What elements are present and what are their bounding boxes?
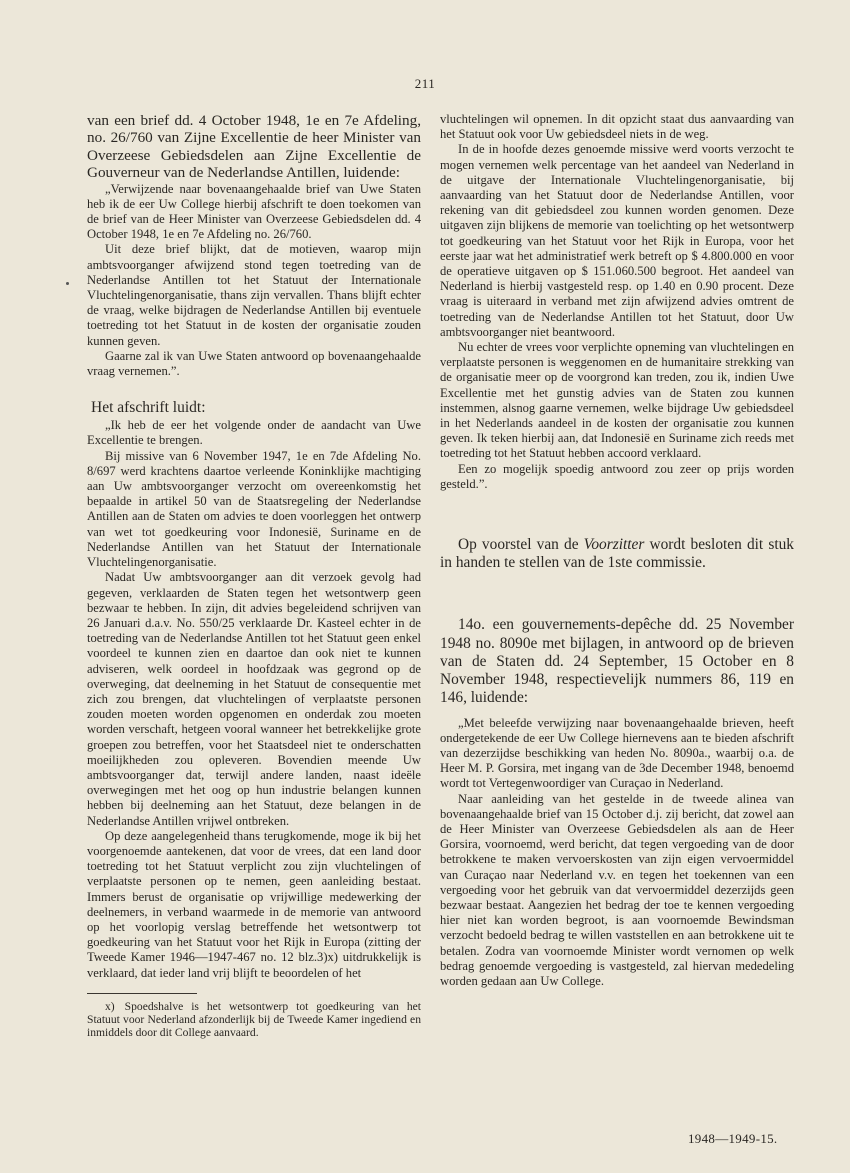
right-column [440,112,794,989]
copy-paragraph-4: Op deze aangelegenheid thans terugkomende, moge ik bij het voorgenoemde aantekenen, dat voor de vrees, dat een land door toetreding tot het Statuut verplicht zou zijn vluchtelingen of verplaatste personen op te nemen, geen aanleiding bestaat. Immers berust de organisatie op vrijwillige medewerking der deelnemers, in verband waarmede in de memorie van antwoord op het voorlopig verslag betreffende het wetsontwerp tot goedkeuring van het Statuut voor het Rijk in Europa (zitting der Tweede Kamer 1946—1947-467 no. 12 blz.3)x) uitdrukkelijk is verklaard, dat ieder land vrij blijft te beoordelen of het [87,828,421,980]
closing-paragraph: Een zo mogelijk spoedig antwoord zou zeer op prijs worden gesteld.”. [440,461,794,491]
footnote-text: Spoedshalve is het wetsontwerp tot goedkeuring van het Statuut voor Nederland afzonderlijk bij de Tweede Kamer ingediend en inmiddels door dit College aanvaard. [87,999,421,1039]
footnote-mark: x) [105,999,115,1013]
depeche-paragraph-2: Naar aanleiding van het gestelde in de tweede alinea van bovenaangehaalde brief van 15 October d.j. zij bericht, dat zowel aan de Heer Minister van Overzeese Gebiedsdelen als aan de Heer Gorsira, voornoemd, werd bericht, dat tegen vergoeding van de door betrokkene te maken vervoerskosten van zijn eigen vervoermiddel van Curaçao naar Nederland v.v. en tegen het toekennen van een vergoeding voor het gebruik van dat vervoermiddel dezerzijds geen bezwaar bestaat. Aangezien het bedrag der toe te kennen vergoeding hier niet kan worden begroot, is aan voornoemde Bewindsman verzocht bedoeld bedrag te willen vaststellen en aan betrokkene uit te betalen. Zodra van voornoemde Minister wordt vernomen op welk bedrag genoemde vergoeding is vastgesteld, zal hiervan mededeling worden gedaan aan Uw College. [440,791,794,988]
missive-paragraph: In de in hoofde dezes genoemde missive werd voorts verzocht te mogen vernemen welk percentage van het aandeel van Nederland in de uitgave der Internationale Vluchtelingenorganisatie, bij aanvaarding van het Statuut door de Nederlandse Antillen, voor rekening van dit gebiedsdeel zou kunnen worden genomen. Deze uitgaven zijn blijkens de memorie van toelichting op het wetsontwerp tot goedkeuring van het Statuut voor het Rijk in Europa, voor het eerste jaar wat het administratief werk betreft op $ 4.800.000 en voor de operatieve uitgaven op $ 151.060.500 begroot. Het aandeel van Nederland is hierbij vastgesteld resp. op 1.40 en 0.90 procent. Deze vraag is uiteraard in verband met zijn afwijzend advies omtrent de toetreding van de Nederlandse Antillen tot het Statuut, door Uw ambtsvoorganger niet beantwoord. [440,142,794,339]
margin-mark [66,282,69,285]
letter-paragraph-3: Gaarne zal ik van Uwe Staten antwoord op bovenaangehaalde vraag vernemen.”. [87,348,421,379]
copy-paragraph-3: Nadat Uw ambtsvoorganger aan dit verzoek gevolg had gegeven, verklaarden de Staten tegen het wetsontwerp geen bezwaar te hebben. In zijn, dit advies begeleidend schrijven van 26 Januari d.a.v. No. 550/25 verklaarde Dr. Kasteel echter in de toetreding van de Nederlandse Antillen tot het Statuut geen enkel voordeel te kunnen zien en daartoe dan ook niet te kunnen adviseren, welk oordeel in hoofdzaak was gegrond op de overweging, dat deelneming in het Statuut de consequentie met zich zou brengen, dat vluchtelingen of verplaatste personen zouden moeten worden opgenomen en onderdak zou moeten worden verschaft, hetgeen vooral wanneer het betrekkelijke grote groepen zou betreffen, voor het Staatsdeel niet te onderschatten moeilijkheden zou opleveren. Bovendien meende Uw ambtsvoorganger dat, terwijl andere landen, naast ideële overwegingen met het oog op hun industrie belangen kunnen hebben bij deelneming aan het Statuut, deze belangen in de Nederlandse Antillen vrijwel ontbreken. [87,570,421,828]
letter-paragraph-1: „Verwijzende naar bovenaangehaalde brief van Uwe Staten heb ik de eer Uw College hierbij afschrift te doen toekomen van de brief van de Heer Minister van Overzeese Gebiedsdelen dd. 4 October 1948, 1e en 7e Afdeling no. 26/760. [87,181,421,242]
left-column [87,112,421,1039]
request-paragraph: Nu echter de vrees voor verplichte opneming van vluchtelingen en verplaatste personen is weggenomen en de humanitaire strekking van de organisatie meer op de voorgrond kan treden, zou ik, indien Uwe Excellentie met het gunstig advies van de Staten zou kunnen instemmen, alsnog gaarne vernemen, welke bijdrage Uw gebiedsdeel in het Nederlands aandeel in de kosten der organisatie zou kunnen geven. Ik teken hierbij aan, dat Indonesië en Suriname zich reeds met toetreding tot het Statuut hebben accoord verklaard. [440,340,794,461]
decision-paragraph [440,536,794,572]
page-number: 211 [414,76,436,91]
decision-text-after: wordt besloten dit stuk in handen te stellen van de 1ste commissie. [440,536,794,572]
copy-paragraph-1: „Ik heb de eer het volgende onder de aandacht van Uwe Excellentie te brengen. [87,418,421,448]
footnote [87,1000,421,1039]
document-footer-id: 1948—1949-15. [688,1131,778,1146]
copy-paragraph-2: Bij missive van 6 November 1947, 1e en 7de Afdeling No. 8/697 werd krachtens daartoe verleende Koninklijke machtiging aan Uw ambtsvoorganger verzocht om overeenkomstig het bepaalde in artikel 50 van de Staatsregeling der Nederlandse Antillen aan de Staten om advies te doen voorleggen het ontwerp van wet tot goedkeuring voor Indonesië, Suriname en de Nederlandse Antillen van het Statuut der Internationale Vluchtelingenorganisatie. [87,448,421,570]
continued-paragraph: vluchtelingen wil opnemen. In dit opzicht staat dus aanvaarding van het Statuut ook voor Uw gebiedsdeel niets in de weg. [440,112,794,142]
letter-paragraph-2: Uit deze brief blijkt, dat de motieven, waarop mijn ambtsvoorganger afwijzend stond tegen toetreding van de Nederlandse Antillen tot het Statuut der Internationale Vluchtelingenorganisatie, thans zijn vervallen. Thans blijft echter de vraag, welke bijdragen de Nederlandse Antillen bij eventuele toetreding tot het Statuut in de kosten der organisatie zouden kunnen geven. [87,242,421,348]
copy-heading: Het afschrift luidt: [91,399,206,417]
item-14-paragraph: 14o. een gouvernements-depêche dd. 25 November 1948 no. 8090e met bijlagen, in antwoord op de brieven van de Staten dd. 24 September, 15 October en 8 November 1948, respectievelijk nummers 86, 119 en 146, luidende: [440,616,794,707]
intro-paragraph: van een brief dd. 4 October 1948, 1e en 7e Afdeling, no. 26/760 van Zijne Excellentie de heer Minister van Overzeese Gebiedsdelen aan Zijne Excellentie de Gouverneur van de Nederlandse Antillen, luidende: [87,112,421,182]
depeche-paragraph-1: „Met beleefde verwijzing naar bovenaangehaalde brieven, heeft ondergetekende de eer Uw College hiernevens aan te bieden afschrift van dezerzijdse beschikking van heden No. 8090a., waarbij o.a. de Heer M. P. Gorsira, met ingang van de 3de December 1948, benoemd wordt tot Vertegenwoordiger van Curaçao in Nederland. [440,715,794,791]
footnote-rule [87,993,197,994]
decision-text-italic: Voorzitter [583,536,645,554]
decision-text-before: Op voorstel van de [458,536,584,554]
